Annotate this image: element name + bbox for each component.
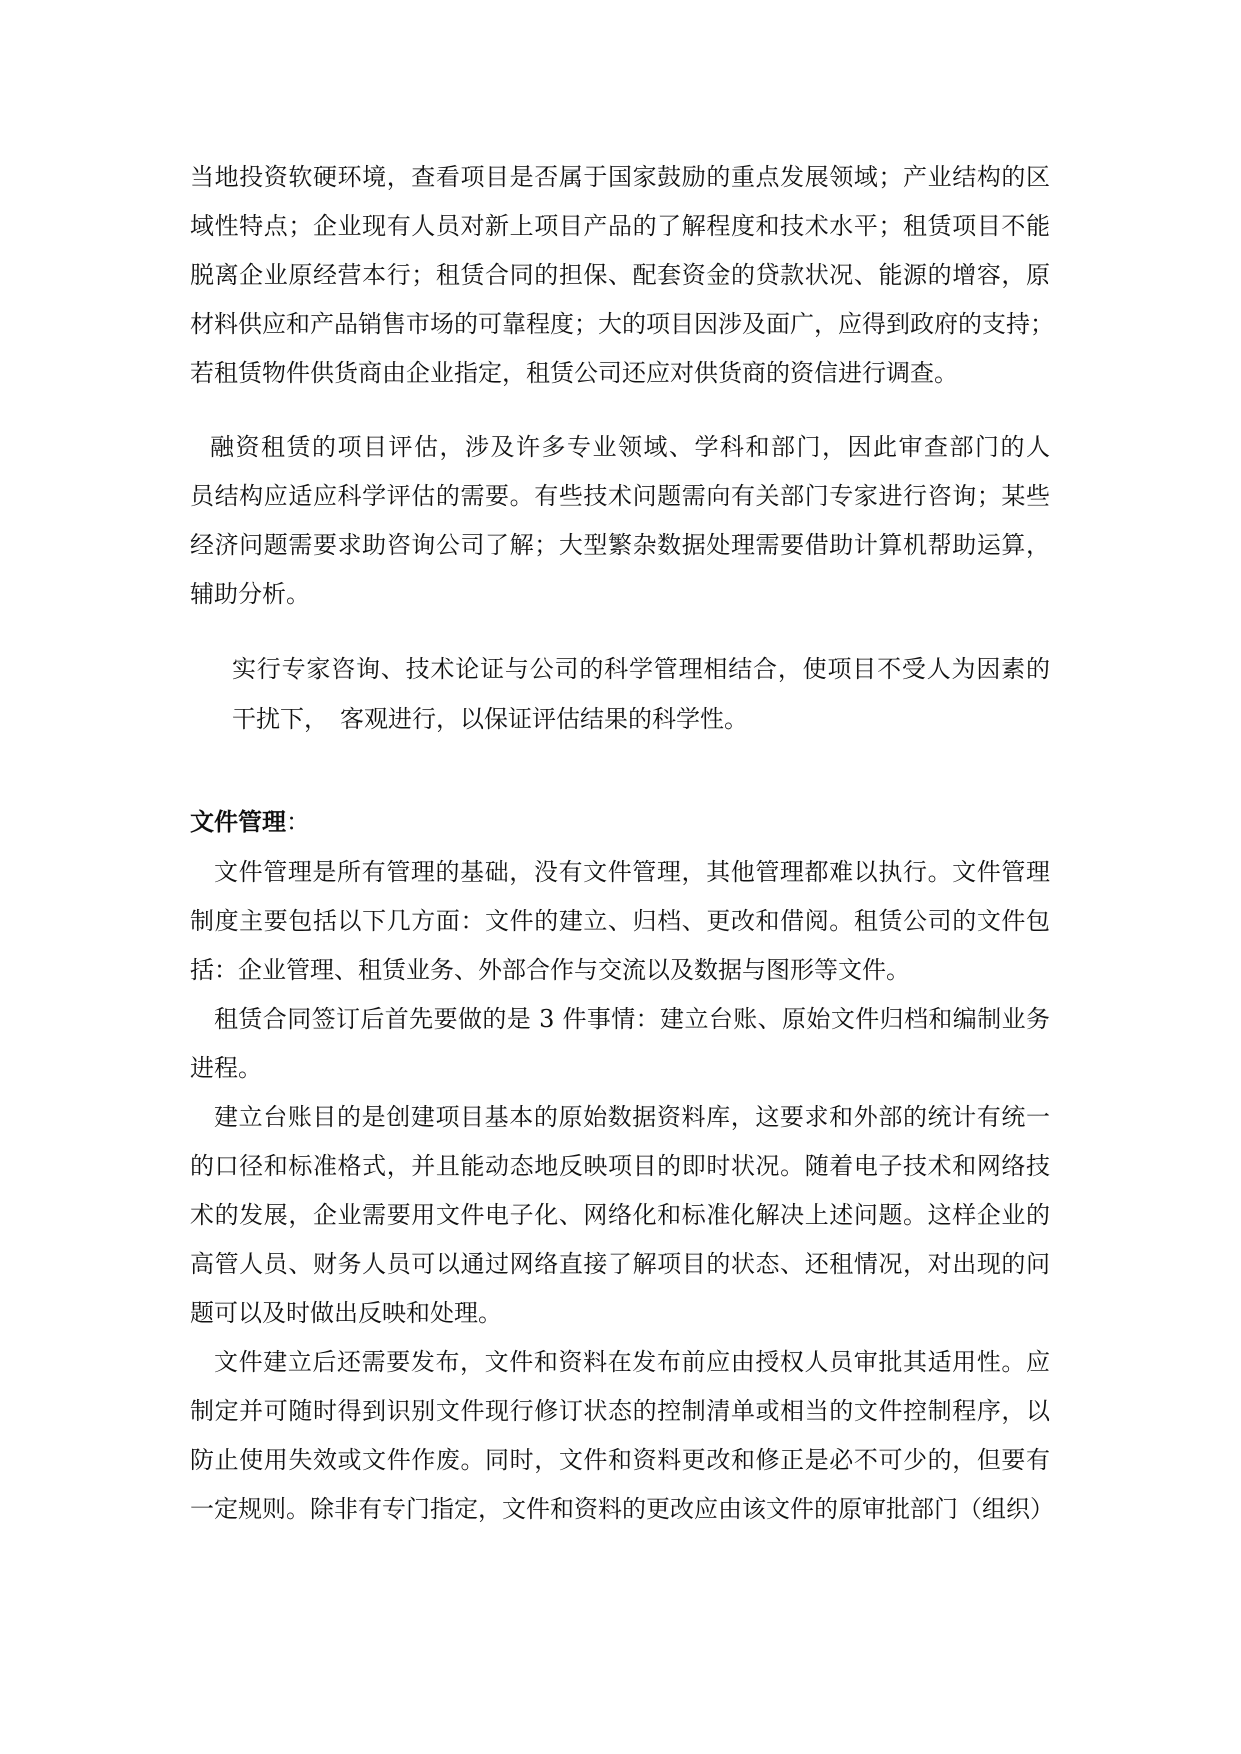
- paragraph-line: 经济问题需要求助咨询公司了解；大型繁杂数据处理需要借助计算机帮助运算，: [190, 531, 1050, 559]
- paragraph-line: 材料供应和产品销售市场的可靠程度；大的项目因涉及面广，应得到政府的支持；: [190, 310, 1054, 338]
- paragraph-line: 术的发展，企业需要用文件电子化、网络化和标准化解决上述问题。这样企业的: [190, 1201, 1050, 1229]
- paragraph-line: 防止使用失效或文件作废。同时，文件和资料更改和修正是必不可少的，但要有: [190, 1446, 1050, 1474]
- paragraph-line: 租赁合同签订后首先要做的是 3 件事情：建立台账、原始文件归档和编制业务: [214, 1005, 1050, 1033]
- section-heading: [190, 800, 310, 844]
- paragraph-line: 题可以及时做出反映和处理。: [190, 1299, 502, 1327]
- paragraph-line: 若租赁物件供货商由企业指定，租赁公司还应对供货商的资信进行调查。: [190, 359, 958, 387]
- paragraph-line: 实行专家咨询、技术论证与公司的科学管理相结合，使项目不受人为因素的: [232, 655, 1050, 683]
- paragraph-line: 辅助分析。: [190, 580, 310, 608]
- paragraph-line: 脱离企业原经营本行；租赁合同的担保、配套资金的贷款状况、能源的增容，原: [190, 261, 1050, 289]
- paragraph-line: 当地投资软硬环境，查看项目是否属于国家鼓励的重点发展领域；产业结构的区: [190, 163, 1050, 191]
- paragraph-line: 制定并可随时得到识别文件现行修订状态的控制清单或相当的文件控制程序，以: [190, 1397, 1050, 1425]
- paragraph-line: 建立台账目的是创建项目基本的原始数据资料库，这要求和外部的统计有统一: [214, 1103, 1050, 1131]
- paragraph-line: 的口径和标准格式，并且能动态地反映项目的即时状况。随着电子技术和网络技: [190, 1152, 1050, 1180]
- paragraph-line: 文件管理是所有管理的基础，没有文件管理，其他管理都难以执行。文件管理: [214, 858, 1050, 886]
- section-heading-text: 文件管理: [190, 808, 286, 836]
- paragraph-line: 括：企业管理、租赁业务、外部合作与交流以及数据与图形等文件。: [190, 956, 910, 984]
- paragraph-line: 制度主要包括以下几方面：文件的建立、归档、更改和借阅。租赁公司的文件包: [190, 907, 1050, 935]
- paragraph-line: 文件建立后还需要发布，文件和资料在发布前应由授权人员审批其适用性。应: [214, 1348, 1050, 1376]
- paragraph-line: 域性特点；企业现有人员对新上项目产品的了解程度和技术水平；租赁项目不能: [190, 212, 1050, 240]
- paragraph-line: 融资租赁的项目评估，涉及许多专业领域、学科和部门，因此审查部门的人: [210, 433, 1050, 461]
- paragraph-line: 一定规则。除非有专门指定，文件和资料的更改应由该文件的原审批部门（组织）: [190, 1495, 1054, 1523]
- paragraph-line: 高管人员、财务人员可以通过网络直接了解项目的状态、还租情况，对出现的问: [190, 1250, 1050, 1278]
- paragraph-line: 员结构应适应科学评估的需要。有些技术问题需向有关部门专家进行咨询；某些: [190, 482, 1050, 510]
- paragraph-line: 进程。: [190, 1054, 262, 1082]
- section-heading-colon: ：: [286, 808, 310, 836]
- paragraph-line: 干扰下， 客观进行，以保证评估结果的科学性。: [232, 705, 748, 733]
